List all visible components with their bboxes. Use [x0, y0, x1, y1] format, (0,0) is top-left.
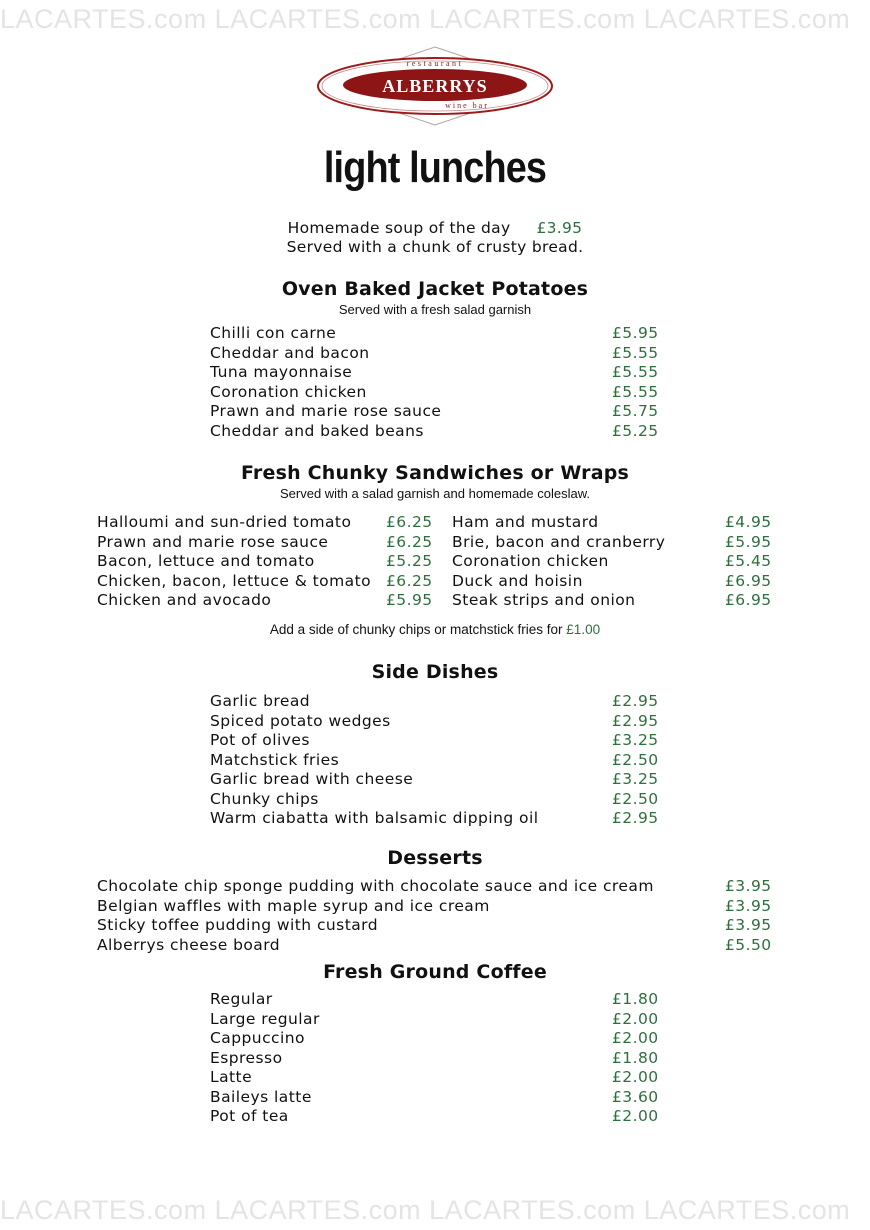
- menu-item: [210, 990, 670, 1010]
- menu-item: [210, 422, 670, 442]
- svg-text:restaurant: restaurant: [406, 59, 464, 68]
- item-price: £2.50: [612, 750, 659, 769]
- menu-item: [210, 751, 670, 771]
- page-title: light lunches: [323, 143, 547, 192]
- coffee-list: [210, 990, 670, 1127]
- menu-item: [210, 1029, 670, 1049]
- menu-item: [210, 324, 670, 344]
- sandwiches-right-list: [452, 513, 782, 611]
- item-name: Espresso: [210, 1048, 283, 1067]
- item-price: £4.95: [725, 513, 772, 531]
- item-price: £5.55: [612, 343, 659, 362]
- item-price: £2.00: [612, 1068, 659, 1086]
- sides-heading: Side Dishes: [371, 661, 499, 683]
- item-name: Cappuccino: [210, 1029, 305, 1047]
- watermark-top: LACARTES.com LACARTES.com LACARTES.com LACARTES.com: [0, 4, 851, 34]
- item-name: Pot of tea: [210, 1107, 289, 1125]
- menu-item: [97, 916, 787, 936]
- menu-item: [210, 1088, 670, 1108]
- menu-item: [210, 809, 670, 829]
- item-name: Warm ciabatta with balsamic dipping oil: [210, 809, 539, 827]
- jacket-list: [210, 324, 670, 441]
- item-price: £6.25: [386, 513, 433, 531]
- item-price: £6.25: [386, 571, 433, 590]
- item-price: £3.95: [725, 916, 772, 934]
- item-price: £3.25: [612, 731, 659, 749]
- coffee-heading: Fresh Ground Coffee: [323, 961, 547, 983]
- menu-item: [97, 513, 447, 533]
- item-name: Garlic bread with cheese: [210, 770, 414, 788]
- item-name: Matchstick fries: [210, 750, 340, 769]
- menu-item: [97, 533, 447, 553]
- item-name: Ham and mustard: [452, 513, 599, 531]
- menu-item: [210, 1068, 670, 1088]
- item-price: £5.95: [725, 532, 772, 551]
- item-name: Garlic bread: [210, 692, 311, 710]
- soup-note: Served with a chunk of crusty bread.: [286, 238, 584, 256]
- menu-item: [210, 692, 670, 712]
- item-name: Sticky toffee pudding with custard: [97, 916, 379, 934]
- item-price: £6.95: [725, 591, 772, 609]
- menu-item: [452, 552, 782, 572]
- item-name: Coronation chicken: [210, 382, 367, 401]
- addon-text: Add a side of chunky chips or matchstick fries for: [269, 622, 563, 637]
- item-price: £5.75: [612, 402, 659, 420]
- item-price: £2.50: [612, 789, 659, 808]
- soup-price: £3.95: [536, 219, 583, 237]
- item-name: Baileys latte: [210, 1087, 312, 1106]
- item-name: Chocolate chip sponge pudding with chocolate sauce and ice cream: [97, 877, 654, 895]
- item-price: £2.95: [612, 692, 659, 710]
- item-price: £5.55: [612, 363, 659, 381]
- item-price: £6.95: [725, 571, 772, 590]
- watermark-bottom: LACARTES.com LACARTES.com LACARTES.com LACARTES.com: [0, 1195, 851, 1225]
- menu-item: [210, 383, 670, 403]
- item-name: Bacon, lettuce and tomato: [97, 552, 315, 570]
- soup-name: Homemade soup of the day: [287, 219, 511, 237]
- menu-item: [210, 363, 670, 383]
- item-name: Large regular: [210, 1009, 320, 1028]
- item-price: £2.00: [612, 1009, 659, 1028]
- menu-item: [97, 552, 447, 572]
- menu-item: [210, 1049, 670, 1069]
- item-name: Prawn and marie rose sauce: [210, 402, 442, 420]
- sandwiches-subtitle: Served with a salad garnish and homemade coleslaw.: [279, 486, 590, 501]
- item-name: Tuna mayonnaise: [210, 363, 353, 381]
- jacket-subtitle: Served with a fresh salad garnish: [338, 302, 532, 317]
- item-price: £5.55: [612, 382, 659, 401]
- item-name: Brie, bacon and cranberry: [452, 532, 666, 551]
- item-name: Spiced potato wedges: [210, 711, 391, 730]
- menu-item: [210, 344, 670, 364]
- soup-block: [0, 219, 870, 257]
- item-name: Duck and hoisin: [452, 571, 583, 590]
- item-name: Belgian waffles with maple syrup and ice cream: [97, 896, 490, 915]
- item-name: Cheddar and bacon: [210, 343, 370, 362]
- desserts-list: [97, 877, 787, 955]
- sides-list: [210, 692, 670, 829]
- item-name: Chunky chips: [210, 789, 319, 808]
- item-price: £5.25: [386, 552, 433, 570]
- restaurant-logo: [315, 45, 555, 127]
- item-price: £2.95: [612, 809, 659, 827]
- side-addon-note: [0, 622, 870, 637]
- menu-item: [210, 770, 670, 790]
- menu-item: [452, 572, 782, 592]
- menu-item: [210, 790, 670, 810]
- menu-item: [97, 591, 447, 611]
- menu-item: [97, 897, 787, 917]
- item-name: Steak strips and onion: [452, 591, 636, 609]
- item-price: £3.95: [725, 896, 772, 915]
- jacket-heading: Oven Baked Jacket Potatoes: [281, 278, 589, 300]
- item-price: £5.50: [725, 935, 772, 954]
- menu-item: [452, 591, 782, 611]
- item-price: £5.45: [725, 552, 772, 570]
- menu-item: [452, 533, 782, 553]
- item-price: £2.00: [612, 1029, 659, 1047]
- item-name: Chicken, bacon, lettuce & tomato: [97, 571, 372, 590]
- sandwiches-left-list: [97, 513, 447, 611]
- menu-item: [210, 1010, 670, 1030]
- sandwiches-heading: Fresh Chunky Sandwiches or Wraps: [240, 462, 630, 484]
- item-name: Latte: [210, 1068, 253, 1086]
- item-price: £1.80: [612, 990, 659, 1008]
- item-name: Alberrys cheese board: [97, 935, 281, 954]
- menu-item: [97, 936, 787, 956]
- menu-item: [452, 513, 782, 533]
- item-name: Cheddar and baked beans: [210, 421, 424, 440]
- item-price: £6.25: [386, 532, 433, 551]
- item-price: £5.95: [386, 591, 433, 609]
- item-name: Chilli con carne: [210, 324, 337, 342]
- item-name: Halloumi and sun-dried tomato: [97, 513, 352, 531]
- item-price: £5.25: [612, 421, 659, 440]
- item-name: Coronation chicken: [452, 552, 609, 570]
- menu-item: [210, 731, 670, 751]
- item-name: Chicken and avocado: [97, 591, 272, 609]
- menu-item: [210, 1107, 670, 1127]
- item-price: £1.80: [612, 1048, 659, 1067]
- svg-text:wine bar: wine bar: [445, 101, 489, 110]
- menu-item: [210, 712, 670, 732]
- menu-item: [210, 402, 670, 422]
- item-price: £2.95: [612, 711, 659, 730]
- item-price: £3.95: [725, 877, 772, 895]
- item-name: Prawn and marie rose sauce: [97, 532, 329, 551]
- addon-price: £1.00: [566, 622, 601, 637]
- item-price: £3.60: [612, 1087, 659, 1106]
- desserts-heading: Desserts: [387, 847, 483, 869]
- item-name: Regular: [210, 990, 273, 1008]
- menu-item: [97, 572, 447, 592]
- item-price: £5.95: [612, 324, 659, 342]
- item-price: £3.25: [612, 770, 659, 788]
- item-name: Pot of olives: [210, 731, 310, 749]
- menu-item: [97, 877, 787, 897]
- svg-text:ALBERRYS: ALBERRYS: [382, 76, 488, 96]
- item-price: £2.00: [612, 1107, 659, 1125]
